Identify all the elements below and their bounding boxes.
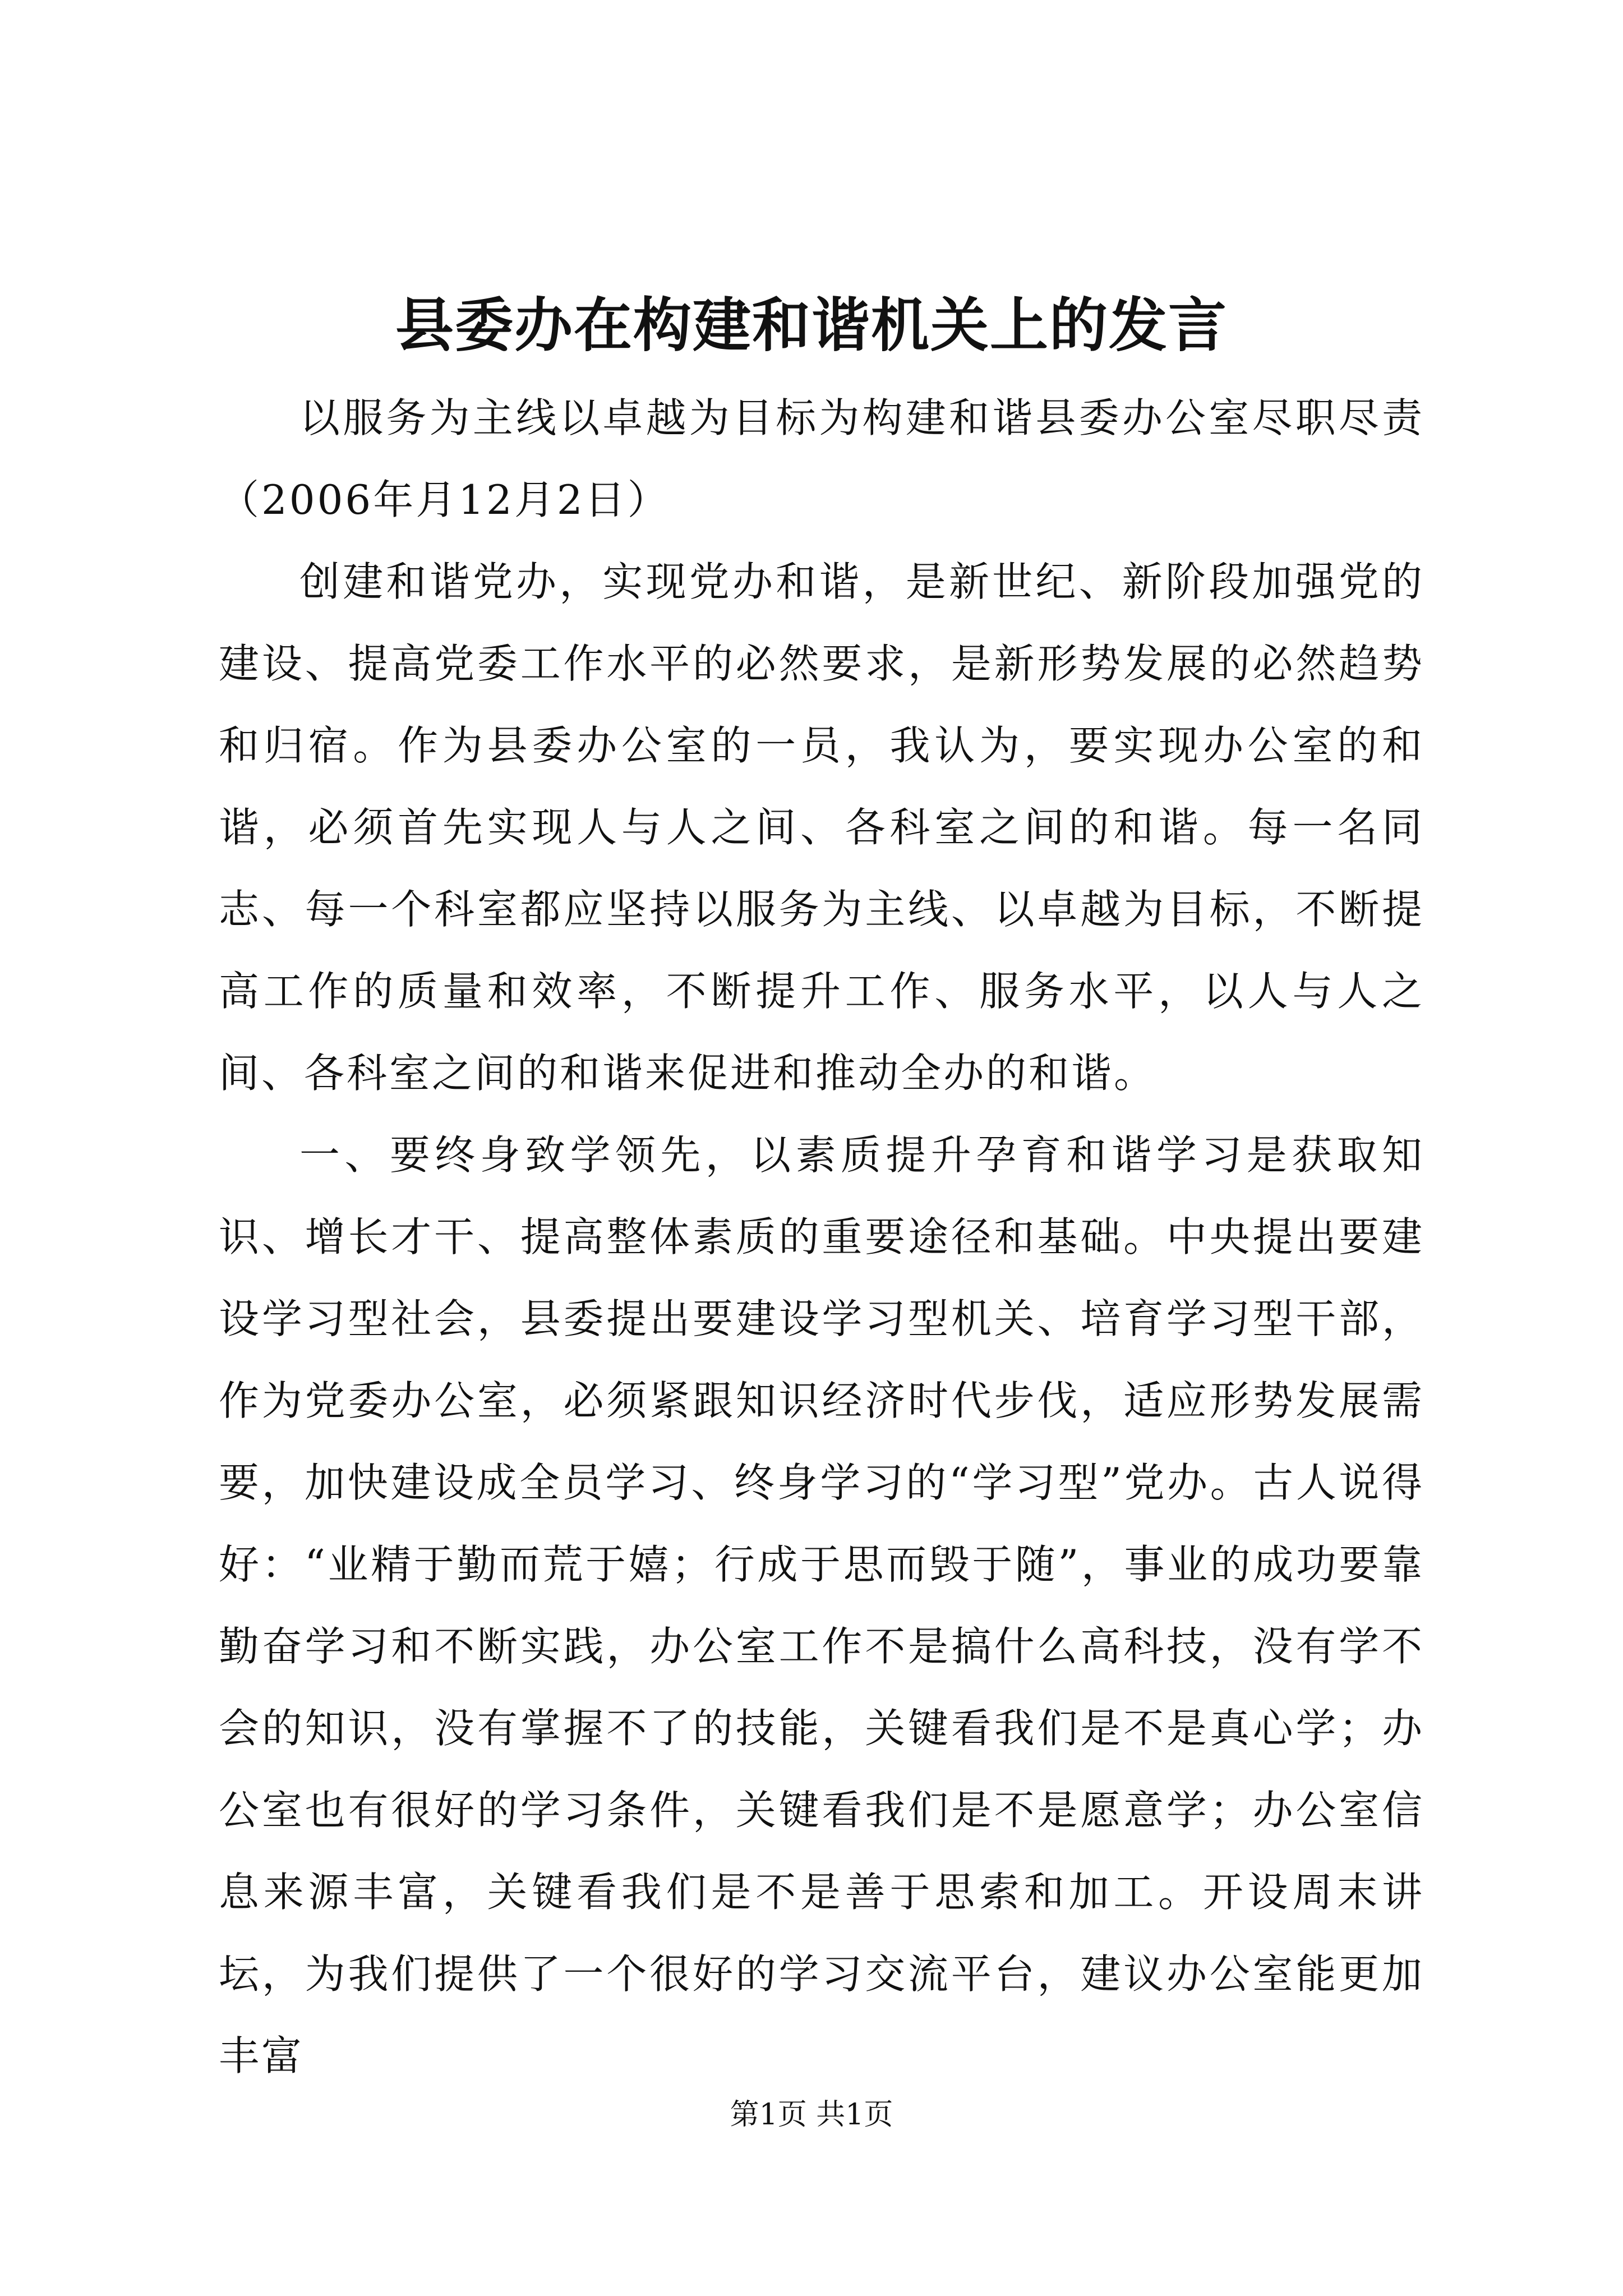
subtitle-paragraph: 以服务为主线以卓越为目标为构建和谐县委办公室尽职尽责（2006年月12月2日） xyxy=(219,394,1424,523)
body-paragraph: 创建和谐党办，实现党办和谐，是新世纪、新阶段加强党的建设、提高党委工作水平的必然要求，是新形势发展的必然趋势和归宿。作为县委办公室的一员，我认为，要实现办公室的和谐，必须首先实现人与人之间、各科室之间的和谐。每一名同志、每一个科室都应坚持以服务为主线、以卓越为目标，不断提高工作的质量和效率，不断提升工作、服务水平，以人与人之间、各科室之间的和谐来促进和推动全办的和谐。 xyxy=(219,558,1424,1097)
document-body xyxy=(219,377,1424,2097)
page-footer: 第1页 共1页 xyxy=(730,2098,893,2132)
document-title: 县委办在构建和谐机关上的发言 xyxy=(395,291,1228,360)
body-paragraph: 一、要终身致学领先，以素质提升孕育和谐学习是获取知识、增长才干、提高整体素质的重要途径和基础。中央提出要建设学习型社会，县委提出要建设学习型机关、培育学习型干部，作为党委办公室，必须紧跟知识经济时代步伐，适应形势发展需要，加快建设成全员学习、终身学习的“学习型”党办。古人说得好：“业精于勤而荒于嬉；行成于思而毁于随”，事业的成功要靠勤奋学习和不断实践，办公室工作不是搞什么高科技，没有学不会的知识，没有掌握不了的技能，关键看我们是不是真心学；办公室也有很好的学习条件，关键看我们是不是愿意学；办公室信息来源丰富，关键看我们是不是善于思索和加工。开设周末讲坛，为我们提供了一个很好的学习交流平台，建议办公室能更加丰富 xyxy=(219,1131,1424,2079)
